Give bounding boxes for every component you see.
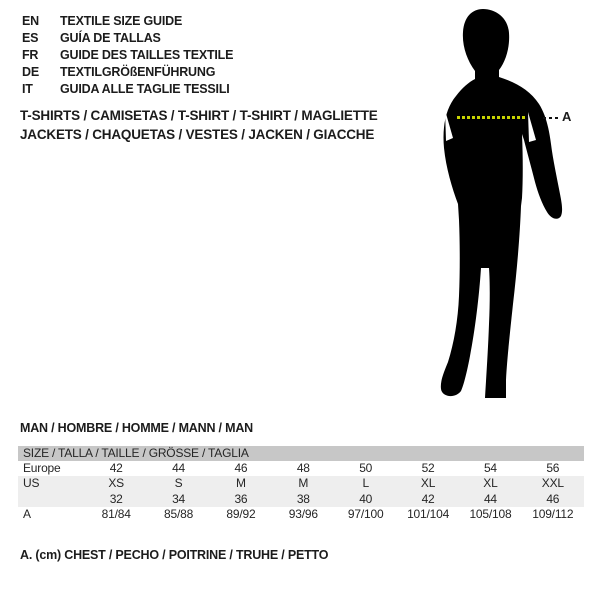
size-cell: XL <box>420 476 436 491</box>
category-block <box>20 106 440 144</box>
size-cell: XS <box>108 476 124 491</box>
language-label: GUÍA DE TALLAS <box>60 31 161 45</box>
size-cell: XXL <box>541 476 564 491</box>
size-cell: 105/108 <box>469 507 512 522</box>
language-row <box>22 81 402 98</box>
size-cell: 89/92 <box>226 507 256 522</box>
size-cell: 52 <box>421 461 435 475</box>
language-row <box>22 30 402 47</box>
chest-measure-label: A <box>562 109 572 124</box>
size-row-europe <box>18 461 584 476</box>
language-code: IT <box>22 82 33 96</box>
size-cell: 32 <box>109 491 123 506</box>
size-cell: 46 <box>234 461 248 475</box>
size-cell: 44 <box>483 491 497 506</box>
row-label: A <box>23 507 31 522</box>
size-cell: 44 <box>172 461 186 475</box>
chest-measure-tick-icon <box>543 117 558 119</box>
size-cell: 46 <box>546 491 560 506</box>
size-cell: 42 <box>109 461 123 475</box>
size-row-chest <box>18 507 584 522</box>
size-cell: M <box>298 476 309 491</box>
language-label: TEXTILGRÖßENFÜHRUNG <box>60 65 216 79</box>
size-cell: 40 <box>359 491 373 506</box>
size-cell: 97/100 <box>347 507 384 522</box>
size-cell: 101/104 <box>407 507 450 522</box>
size-cell: L <box>362 476 369 491</box>
size-cell: 42 <box>421 491 435 506</box>
size-row-numeric <box>18 492 584 507</box>
size-cell: 38 <box>296 491 310 506</box>
language-code: ES <box>22 31 39 45</box>
man-silhouette-svg <box>412 8 570 400</box>
chest-measure-line-icon <box>457 116 527 119</box>
man-silhouette <box>412 8 570 400</box>
language-row <box>22 64 402 81</box>
size-cell: 54 <box>483 461 497 475</box>
section-title-man: MAN / HOMBRE / HOMME / MANN / MAN <box>20 421 253 435</box>
size-cell: 81/84 <box>101 507 131 522</box>
size-cell: 93/96 <box>288 507 318 522</box>
language-row <box>22 13 402 30</box>
row-label: Europe <box>23 461 61 475</box>
size-cell: 36 <box>234 491 248 506</box>
size-table <box>18 446 584 523</box>
size-cell: 48 <box>296 461 310 475</box>
language-code: FR <box>22 48 39 62</box>
size-row-us <box>18 476 584 491</box>
size-cell: 109/112 <box>532 507 574 522</box>
category-line-tshirts: T-SHIRTS / CAMISETAS / T-SHIRT / T-SHIRT / MAGLIETTE <box>20 108 378 123</box>
size-table-header: SIZE / TALLA / TAILLE / GRÖSSE / TAGLIA <box>18 446 584 461</box>
size-cell: S <box>174 476 183 491</box>
measurement-footnote: A. (cm) CHEST / PECHO / POITRINE / TRUHE / PETTO <box>20 548 329 562</box>
language-label: GUIDA ALLE TAGLIE TESSILI <box>60 82 230 96</box>
category-line-jackets: JACKETS / CHAQUETAS / VESTES / JACKEN / GIACCHE <box>20 127 375 142</box>
size-cell: XL <box>483 476 498 491</box>
size-cell: 85/88 <box>164 507 194 522</box>
size-cell: M <box>236 476 246 491</box>
language-code: EN <box>22 14 39 28</box>
language-label: TEXTILE SIZE GUIDE <box>60 14 183 28</box>
language-code: DE <box>22 65 39 79</box>
language-guide-list <box>22 13 402 98</box>
size-cell: 50 <box>359 461 373 475</box>
row-label <box>18 492 85 507</box>
language-row <box>22 47 402 64</box>
row-label: US <box>23 476 40 491</box>
size-cell: 56 <box>546 461 560 475</box>
size-cell: 34 <box>172 491 186 506</box>
language-label: GUIDE DES TAILLES TEXTILE <box>60 48 234 62</box>
